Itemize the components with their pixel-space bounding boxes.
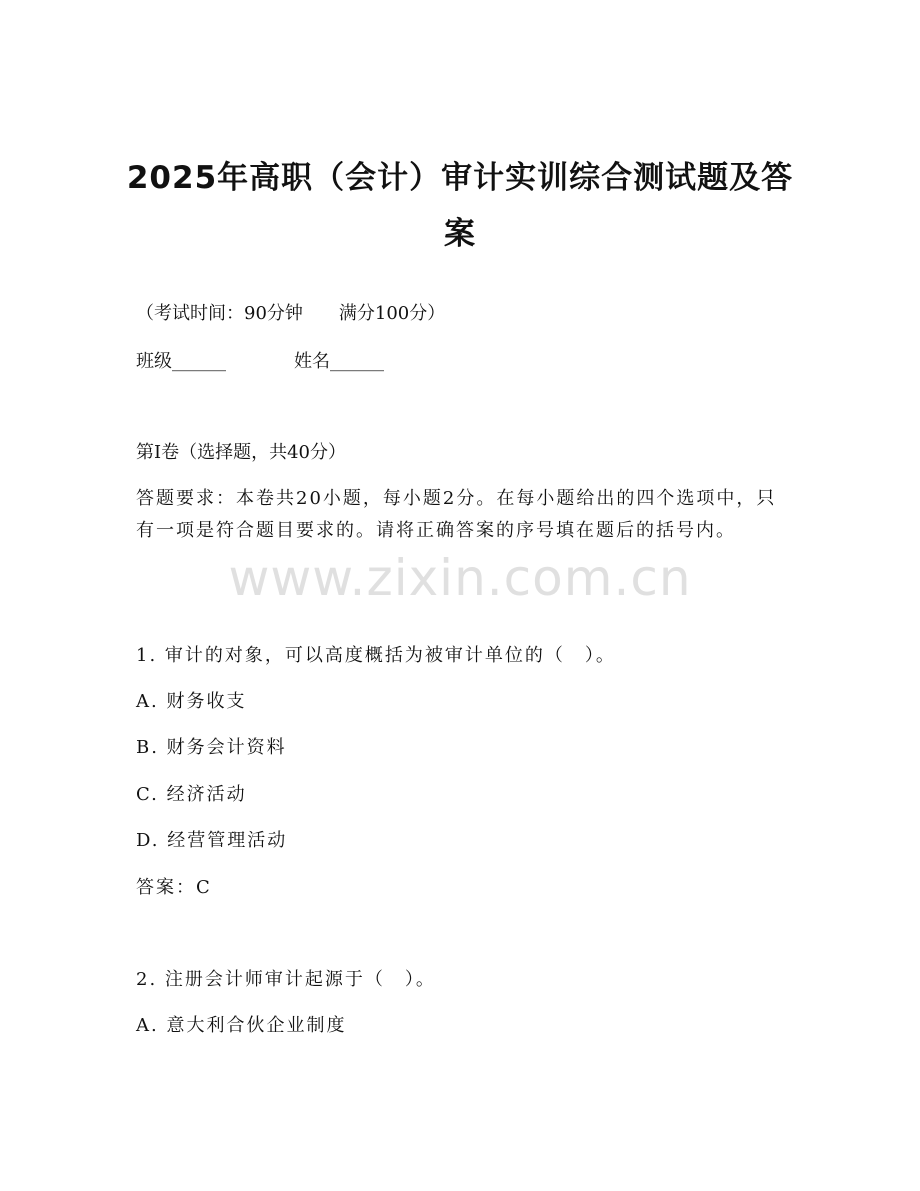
name-field-label: 姓名______: [294, 351, 384, 372]
option-a: A. 财务收支: [136, 691, 247, 712]
document-title: 2025年高职（会计）审计实训综合测试题及答案: [126, 160, 794, 252]
question-stem: 2. 注册会计师审计起源于（ ）。: [136, 969, 436, 990]
instructions: 答题要求：本卷共20小题，每小题2分。在每小题给出的四个选项中，只有一项是符合题目要求的。请将正确答案的序号填在题后的括号内。: [136, 488, 777, 541]
answer-text: 答案：C: [136, 877, 212, 898]
section-heading: 第Ⅰ卷（选择题，共40分）: [136, 442, 347, 463]
question-stem: 1. 审计的对象，可以高度概括为被审计单位的（ ）。: [136, 645, 616, 666]
option-b: B. 财务会计资料: [136, 737, 287, 758]
exam-info: （考试时间：90分钟 满分100分）: [136, 303, 446, 324]
class-field-label: 班级______: [136, 351, 226, 372]
option-a: A. 意大利合伙企业制度: [136, 1015, 347, 1036]
option-d: D. 经营管理活动: [136, 830, 288, 851]
watermark: www.zixin.com.cn: [228, 549, 692, 607]
option-c: C. 经济活动: [136, 784, 247, 805]
